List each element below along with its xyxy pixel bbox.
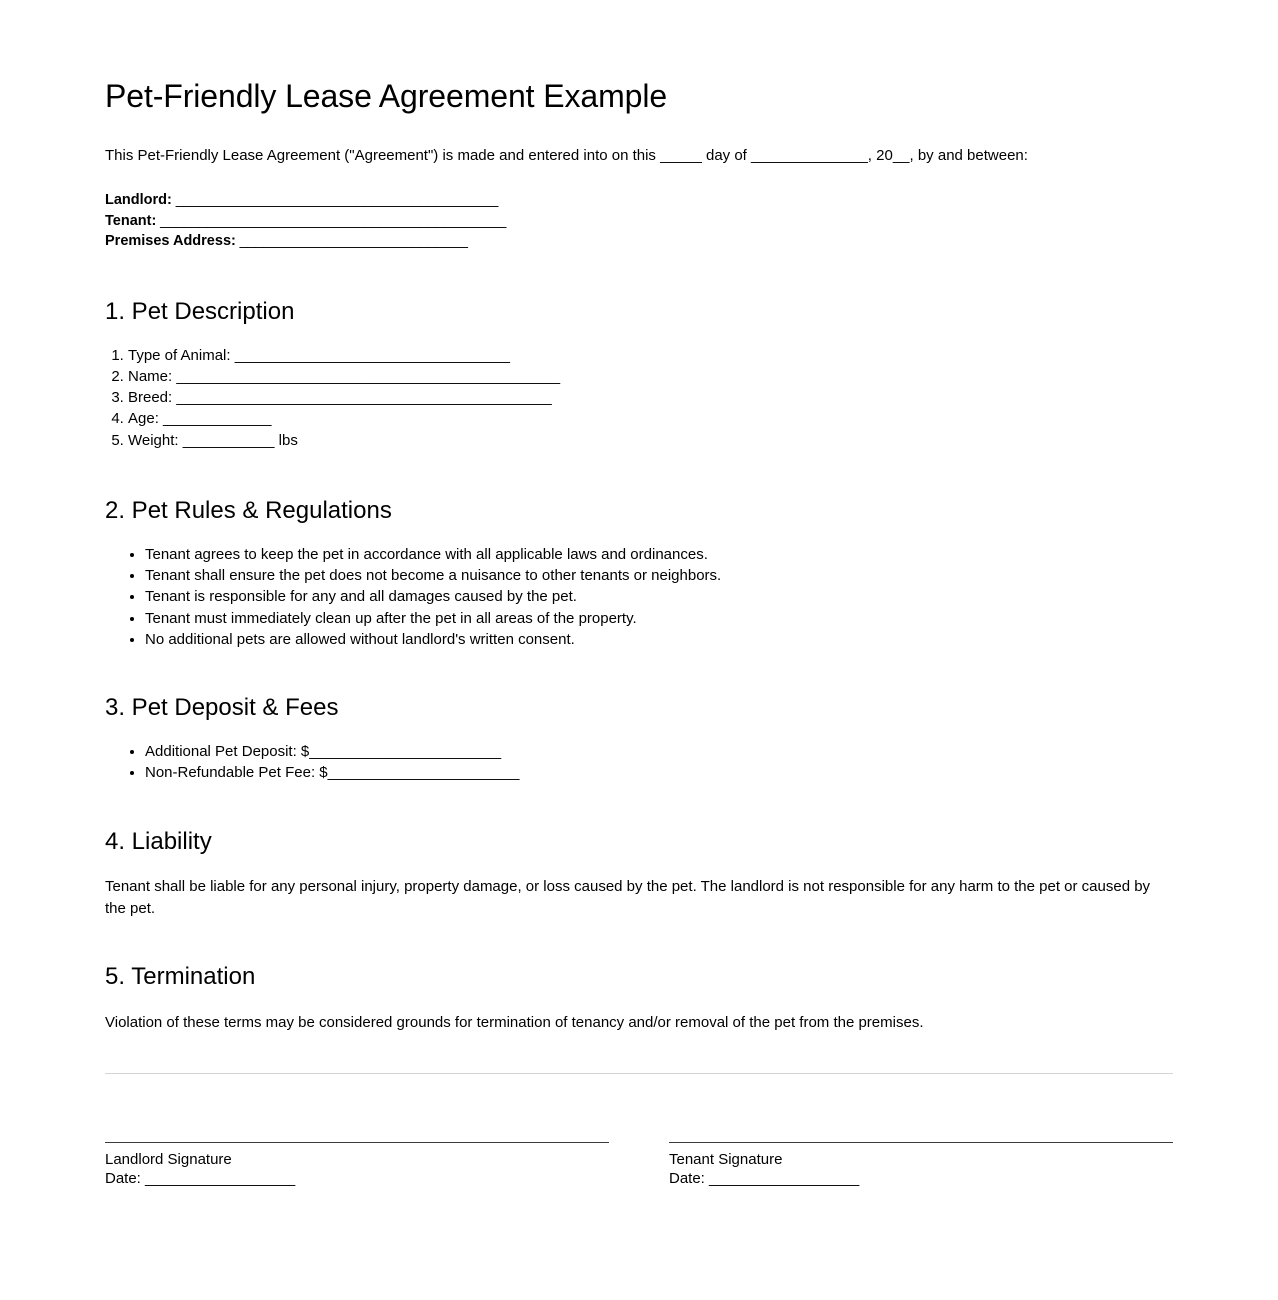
termination-paragraph: Violation of these terms may be considered grounds for termination of tenancy and/or removal of the pet from the premises. [105,1013,924,1031]
section-divider [105,1073,1173,1074]
section-heading-liability: 4. Liability [105,827,212,855]
section-heading-pet-deposit: 3. Pet Deposit & Fees [105,694,339,722]
landlord-signature-line[interactable] [105,1142,609,1143]
landlord-label: Landlord: [105,192,172,208]
list-item[interactable]: 5. Weight: ___________ lbs [128,430,1173,451]
list-item[interactable]: 4. Age: _____________ [128,408,1173,429]
list-item: • Tenant shall ensure the pet does not become a nuisance to other tenants or neighbors. [145,565,1173,586]
signature-area [105,1100,1173,1188]
section-heading-pet-description: 1. Pet Description [105,297,295,325]
premises-address-blank[interactable]: _____________________________ [235,233,468,250]
tenant-signature-label: Tenant Signature [669,1151,783,1169]
landlord-signature-label: Landlord Signature [105,1151,232,1169]
list-item: • Tenant must immediately clean up after the pet in all areas of the property. [145,608,1173,629]
tenant-signature-line[interactable] [669,1142,1173,1143]
tenant-label: Tenant: [105,212,157,229]
section-heading-termination: 5. Termination [105,963,256,991]
list-item[interactable]: 2. Name: ______________________________________________ [128,366,1173,387]
list-item: • Tenant is responsible for any and all damages caused by the pet. [145,586,1173,607]
pet-description-list [105,345,1173,451]
landlord-signature-block [105,1100,609,1188]
list-item[interactable]: 1. Type of Animal: _________________________________ [128,345,1173,366]
landlord-row [105,190,1173,211]
tenant-date-field[interactable]: Date: __________________ [669,1170,860,1188]
list-item[interactable]: • Additional Pet Deposit: $_______________________ [145,741,1173,762]
premises-address-label: Premises Address: [105,233,236,250]
page-title: Pet-Friendly Lease Agreement Example [105,78,668,114]
list-item[interactable]: • Non-Refundable Pet Fee: $_______________________ [145,762,1173,783]
list-item: • Tenant agrees to keep the pet in accordance with all applicable laws and ordinances. [145,544,1173,565]
list-item[interactable]: 3. Breed: _____________________________________________ [128,387,1173,408]
pet-fees-list [105,741,1173,784]
intro-paragraph: This Pet-Friendly Lease Agreement ("Agreement") is made and entered into on this _____ day of ______________, 20__, by and between: [105,146,1028,164]
pet-rules-list [105,544,1173,650]
tenant-blank[interactable]: ____________________________________________ [156,212,507,229]
parties-block [105,190,1173,252]
landlord-blank[interactable]: _________________________________________ [171,192,499,208]
list-item: • No additional pets are allowed without landlord's written consent. [145,629,1173,650]
section-heading-pet-rules: 2. Pet Rules & Regulations [105,497,392,525]
premises-address-row [105,231,1173,252]
tenant-signature-block [669,1100,1173,1188]
tenant-row [105,211,1173,232]
liability-paragraph: Tenant shall be liable for any personal injury, property damage, or loss caused by the pet. The landlord is not responsible for any harm to the pet or caused by the pet. [105,878,1151,917]
landlord-date-field[interactable]: Date: __________________ [105,1170,296,1188]
